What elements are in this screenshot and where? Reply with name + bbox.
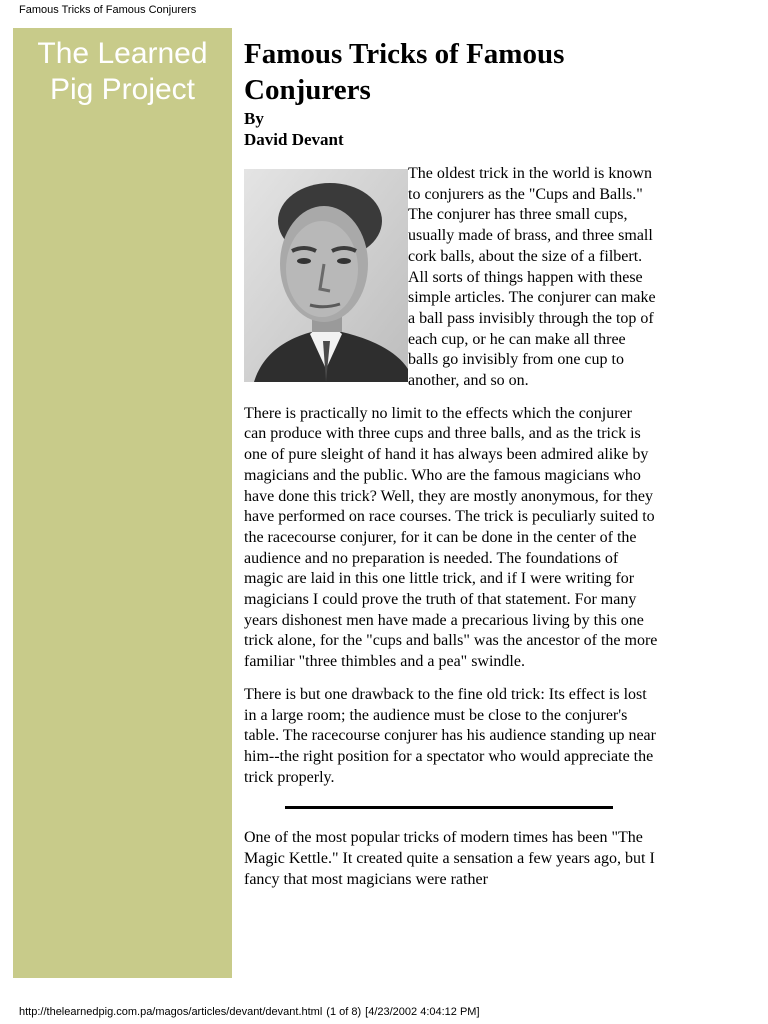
site-title[interactable]: The Learned Pig Project [37, 37, 208, 106]
section-divider [285, 806, 613, 809]
author-name: David Devant [244, 130, 344, 149]
print-timestamp: [4/23/2002 4:04:12 PM] [365, 1006, 480, 1018]
article-title: Famous Tricks of Famous Conjurers [244, 38, 565, 106]
article [244, 36, 658, 903]
paragraph: There is practically no limit to the effects which the conjurer can produce with three cups and three balls, and as the trick is one of pure sleight of hand it has always been admired alike by magicians and the public. Who are the famous magicians who have done this trick? Well, they are mostly anonymous, for they have performed on race courses. The trick is peculiarly suited to the racecourse conjurer, for it can be done in the center of the audience and no preparation is needed. The foundations of magic are laid in this one little trick, and if I were writing for magicians I could prove the truth of that statement. For many years dishonest men have made a precarious living by this one trick alone, for the "cups and balls" was the ancestor of the more familiar "three thimbles and a pea" swindle. [244, 404, 658, 671]
page-url: http://thelearnedpig.com.pa/magos/articles/devant/devant.html [19, 1006, 323, 1018]
page-info: (1 of 8) [326, 1006, 362, 1018]
by-label: By [244, 109, 264, 128]
sidebar [13, 28, 232, 978]
print-footer [19, 1006, 484, 1018]
paragraph: One of the most popular tricks of modern times has been "The Magic Kettle." It created quite a sensation a few years ago, but I fancy that most magicians were rather [244, 829, 655, 888]
print-header-title: Famous Tricks of Famous Conjurers [19, 4, 197, 16]
paragraph: The oldest trick in the world is known to conjurers as the "Cups and Balls." The conjurer has three small cups, usually made of brass, and three small cork balls, about the size of a filbert. All sorts of things happen with these simple articles. The conjurer can make a ball pass invisibly through the top of each cup, or he can make all three balls go invisibly from one cup to another, and so on. [408, 165, 656, 390]
paragraph: There is but one drawback to the fine old trick: Its effect is lost in a large room; the audience must be close to the conjurer's table. The racecourse conjurer has his audience standing up near him--the right position for a spectator who would appreciate the trick properly. [244, 685, 656, 786]
author-portrait-icon [244, 169, 408, 382]
